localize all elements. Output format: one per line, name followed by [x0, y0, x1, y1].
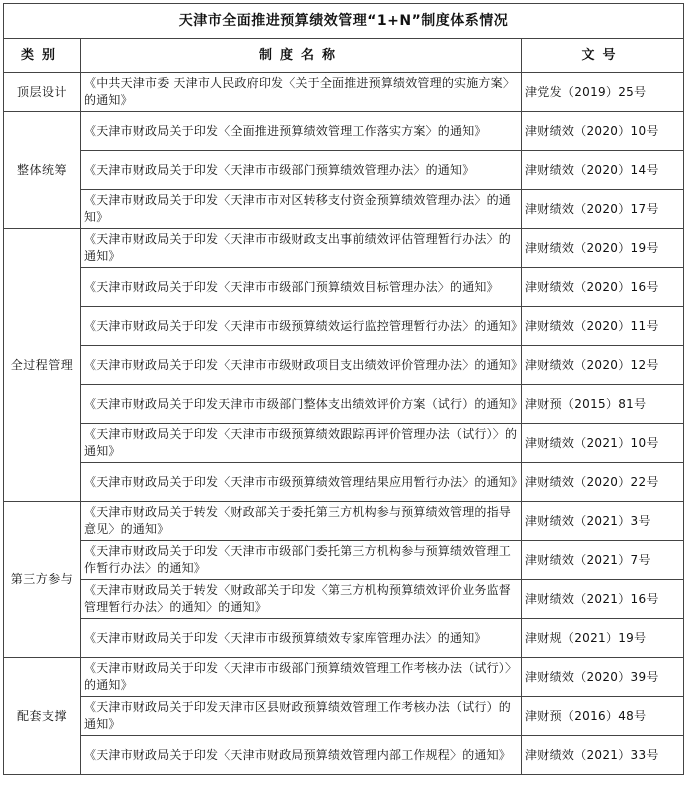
table-row: [4, 424, 684, 463]
document-number-cell: 津财绩效（2020）19号: [522, 229, 684, 268]
column-header-name: 制度名称: [81, 39, 522, 73]
document-number-cell: 津财绩效（2021）33号: [522, 736, 684, 775]
table-row: [4, 268, 684, 307]
regulation-name-cell: 《天津市财政局关于印发〈天津市市级预算绩效管理结果应用暂行办法〉的通知》: [81, 463, 522, 502]
category-cell: 第三方参与: [4, 502, 81, 658]
document-number-cell: 津党发（2019）25号: [522, 73, 684, 112]
document-number-cell: 津财预（2015）81号: [522, 385, 684, 424]
document-number-cell: 津财绩效（2020）22号: [522, 463, 684, 502]
table-row: [4, 385, 684, 424]
table-row: [4, 541, 684, 580]
regulation-name-cell: 《天津市财政局关于印发〈全面推进预算绩效管理工作落实方案〉的通知》: [81, 112, 522, 151]
table-row: [4, 580, 684, 619]
regulation-name-cell: 《天津市财政局关于印发〈天津市市级预算绩效专家库管理办法〉的通知》: [81, 619, 522, 658]
document-number-cell: 津财绩效（2020）11号: [522, 307, 684, 346]
table-row: [4, 463, 684, 502]
document-number-cell: 津财绩效（2020）17号: [522, 190, 684, 229]
regulation-name-cell: 《天津市财政局关于印发〈天津市市级部门委托第三方机构参与预算绩效管理工作暂行办法〉的通知》: [81, 541, 522, 580]
table-row: [4, 619, 684, 658]
table-row: [4, 697, 684, 736]
table-row: [4, 346, 684, 385]
document-number-cell: 津财绩效（2020）39号: [522, 658, 684, 697]
category-cell: 全过程管理: [4, 229, 81, 502]
table-row: [4, 736, 684, 775]
table-title: 天津市全面推进预算绩效管理“1+N”制度体系情况: [4, 4, 684, 39]
table-row: [4, 112, 684, 151]
regulation-name-cell: 《天津市财政局关于印发天津市区县财政预算绩效管理工作考核办法（试行）的通知》: [81, 697, 522, 736]
document-number-cell: 津财绩效（2020）10号: [522, 112, 684, 151]
policy-table-sheet: [3, 3, 683, 775]
table-row: [4, 307, 684, 346]
document-number-cell: 津财规（2021）19号: [522, 619, 684, 658]
header-row: [4, 39, 684, 73]
document-number-cell: 津财绩效（2021）16号: [522, 580, 684, 619]
regulation-name-cell: 《天津市财政局关于印发〈天津市财政局预算绩效管理内部工作规程〉的通知》: [81, 736, 522, 775]
regulation-name-cell: 《天津市财政局关于印发天津市市级部门整体支出绩效评价方案（试行）的通知》: [81, 385, 522, 424]
regulation-name-cell: 《天津市财政局关于印发〈天津市市级预算绩效运行监控管理暂行办法〉的通知》: [81, 307, 522, 346]
regulation-name-cell: 《天津市财政局关于印发〈天津市市对区转移支付资金预算绩效管理办法〉的通知》: [81, 190, 522, 229]
regulation-name-cell: 《天津市财政局关于印发〈天津市市级部门预算绩效目标管理办法〉的通知》: [81, 268, 522, 307]
category-cell: 整体统筹: [4, 112, 81, 229]
regulation-name-cell: 《天津市财政局关于印发〈天津市市级部门预算绩效管理办法〉的通知》: [81, 151, 522, 190]
document-number-cell: 津财绩效（2020）12号: [522, 346, 684, 385]
policy-table-body: [4, 4, 684, 775]
policy-table: [3, 3, 684, 775]
category-cell: 顶层设计: [4, 73, 81, 112]
document-number-cell: 津财绩效（2021）10号: [522, 424, 684, 463]
column-header-doc-no: 文号: [522, 39, 684, 73]
regulation-name-cell: 《天津市财政局关于印发〈天津市市级部门预算绩效管理工作考核办法（试行）〉的通知》: [81, 658, 522, 697]
regulation-name-cell: 《天津市财政局关于印发〈天津市市级预算绩效跟踪再评价管理办法（试行）〉的通知》: [81, 424, 522, 463]
column-header-category: 类别: [4, 39, 81, 73]
document-number-cell: 津财绩效（2020）16号: [522, 268, 684, 307]
regulation-name-cell: 《天津市财政局关于转发〈财政部关于委托第三方机构参与预算绩效管理的指导意见〉的通知》: [81, 502, 522, 541]
table-row: [4, 658, 684, 697]
regulation-name-cell: 《天津市财政局关于印发〈天津市市级财政支出事前绩效评估管理暂行办法〉的通知》: [81, 229, 522, 268]
table-row: [4, 190, 684, 229]
regulation-name-cell: 《天津市财政局关于转发〈财政部关于印发〈第三方机构预算绩效评价业务监督管理暂行办法〉的通知〉的通知》: [81, 580, 522, 619]
table-row: [4, 229, 684, 268]
document-number-cell: 津财绩效（2020）14号: [522, 151, 684, 190]
document-number-cell: 津财预（2016）48号: [522, 697, 684, 736]
table-row: [4, 151, 684, 190]
document-number-cell: 津财绩效（2021）3号: [522, 502, 684, 541]
regulation-name-cell: 《天津市财政局关于印发〈天津市市级财政项目支出绩效评价管理办法〉的通知》: [81, 346, 522, 385]
category-cell: 配套支撑: [4, 658, 81, 775]
table-row: [4, 73, 684, 112]
title-row: [4, 4, 684, 39]
table-row: [4, 502, 684, 541]
document-number-cell: 津财绩效（2021）7号: [522, 541, 684, 580]
regulation-name-cell: 《中共天津市委 天津市人民政府印发〈关于全面推进预算绩效管理的实施方案〉的通知》: [81, 73, 522, 112]
